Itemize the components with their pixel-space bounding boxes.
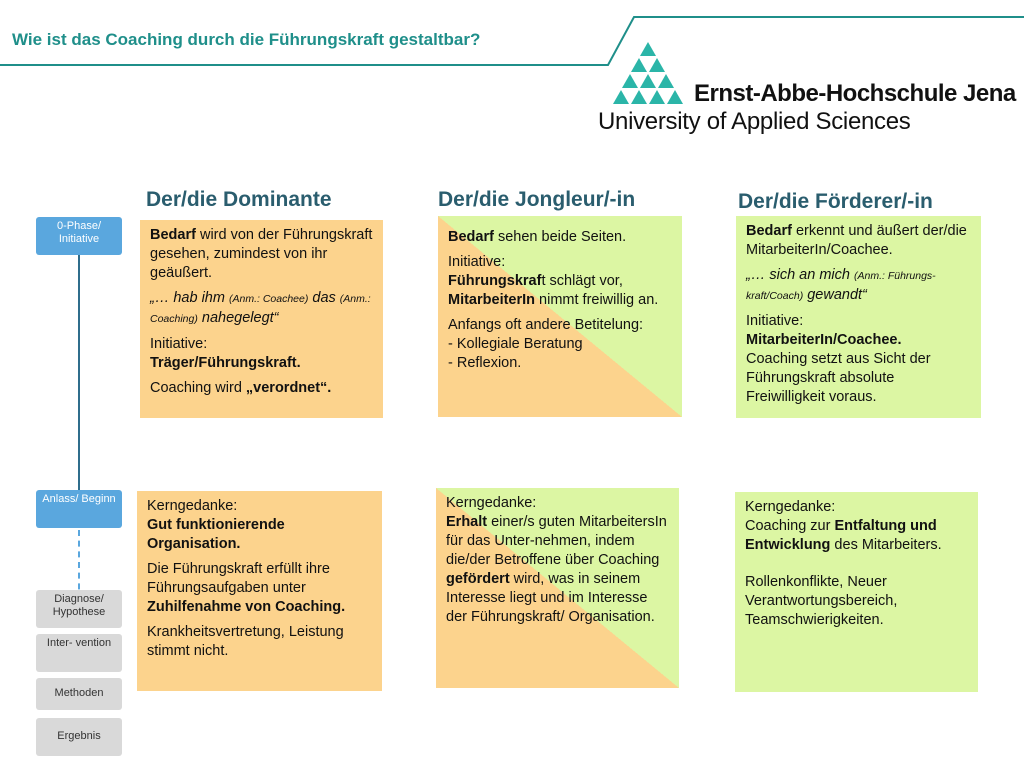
jongleur-initiative-box: Bedarf sehen beide Seiten. Initiative: Führungskraft schlägt vor, MitarbeiterIn nimmt freiwillig an. Anfangs oft andere Betitelung: - Kollegiale Beratung - Reflexion. bbox=[438, 216, 682, 417]
column-heading-jongleur: Der/die Jongleur/-in bbox=[438, 188, 636, 211]
column-heading-dominante: Der/die Dominante bbox=[146, 188, 332, 211]
foerderer-initiative-box: Bedarf erkennt und äußert der/die MitarbeiterIn/Coachee. „… sich an mich (Anm.: Führungs-kraft/Coach) gewandt“ Initiative: MitarbeiterIn/Coachee. Coaching setzt aus Sicht der Führungskraft absolute Freiwilligkeit voraus. bbox=[736, 216, 981, 418]
jongleur-anlass-box: Kerngedanke: Erhalt einer/s guten MitarbeitersIn für das Unter-nehmen, indem die/der Betroffene über Coaching gefördert wird, was in seinem Interesse liegt und im Interesse der Führungskraft/ Organisation. bbox=[436, 488, 679, 688]
university-name: Ernst-Abbe-Hochschule Jena bbox=[694, 80, 1016, 107]
column-heading-foerderer: Der/die Förderer/-in bbox=[738, 190, 933, 213]
university-subtitle: University of Applied Sciences bbox=[598, 108, 911, 135]
phase-anlass[interactable]: Anlass/ Beginn bbox=[36, 490, 122, 528]
phase-methoden[interactable]: Methoden bbox=[36, 678, 122, 710]
phase-diagnose[interactable]: Diagnose/ Hypothese bbox=[36, 590, 122, 628]
phase-initiative[interactable]: 0-Phase/ Initiative bbox=[36, 217, 122, 255]
phase-intervention[interactable]: Inter- vention bbox=[36, 634, 122, 672]
university-logo-triangle-icon bbox=[610, 40, 686, 106]
slide-title: Wie ist das Coaching durch die Führungskraft gestaltbar? bbox=[12, 30, 481, 49]
phase-ergebnis[interactable]: Ergebnis bbox=[36, 718, 122, 756]
foerderer-anlass-box: Kerngedanke: Coaching zur Entfaltung und Entwicklung des Mitarbeiters. Rollenkonflikte, Neuer Verantwortungsbereich, Teamschwierigkeiten. bbox=[735, 492, 978, 692]
dominante-anlass-box: Kerngedanke: Gut funktionierende Organisation. Die Führungskraft erfüllt ihre Führungsaufgaben unter Zuhilfenahme von Coaching. Krankheitsvertretung, Leistung stimmt nicht. bbox=[137, 491, 382, 691]
timeline-line bbox=[78, 250, 80, 490]
dominante-initiative-box: Bedarf wird von der Führungskraft gesehen, zumindest von ihr geäußert. „… hab ihm (Anm.: Coachee) das (Anm.: Coaching) nahegelegt“ Initiative: Träger/Führungskraft. Coaching wird „verordnet“. bbox=[140, 220, 383, 418]
